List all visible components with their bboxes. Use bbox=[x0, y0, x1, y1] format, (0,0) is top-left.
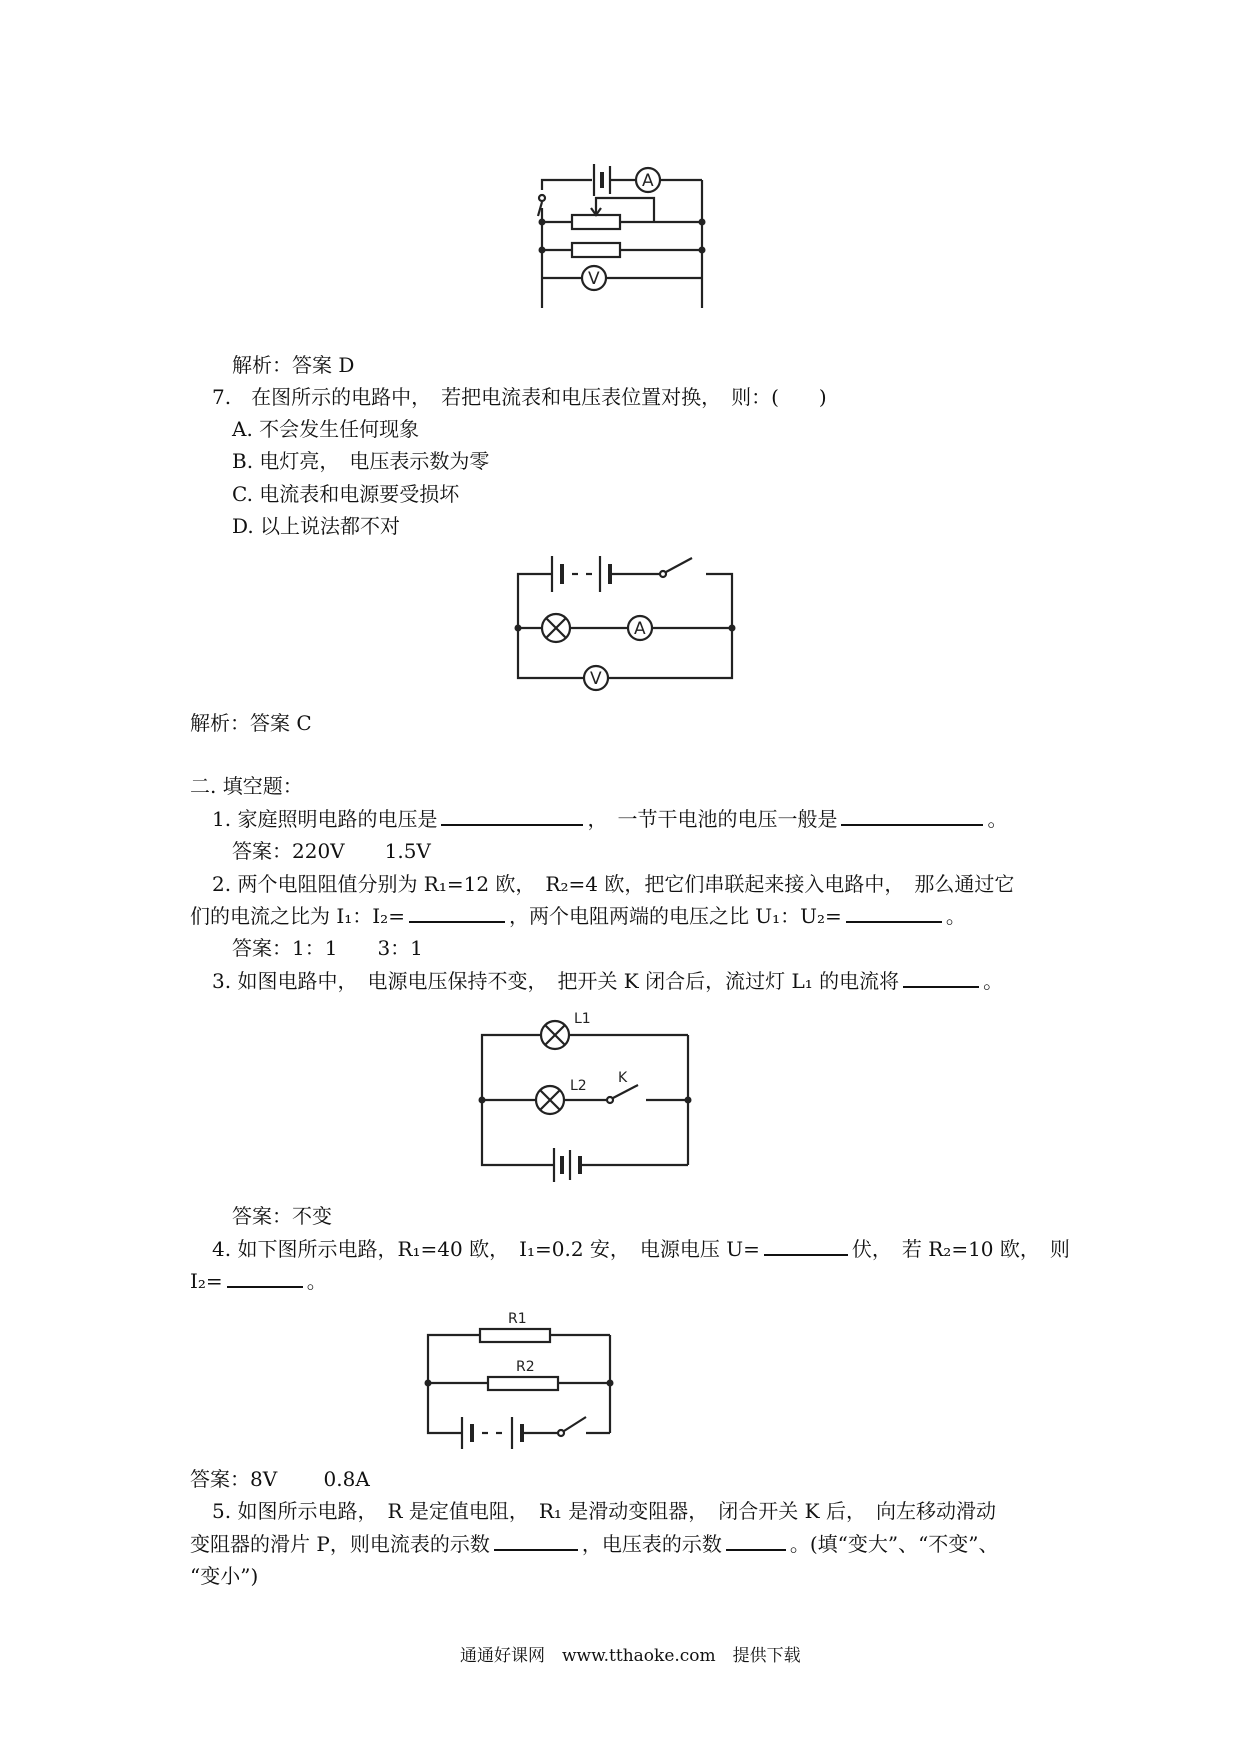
question-text: 3. 如图电路中， 电源电压保持不变， 把开关 K 闭合后，流过灯 L₁ 的电流将 bbox=[212, 969, 900, 993]
ammeter-label: A bbox=[634, 619, 646, 639]
junction bbox=[729, 625, 736, 632]
option-b: B. 电灯亮， 电压表示数为零 bbox=[232, 449, 490, 473]
switch-k-blade bbox=[613, 1085, 638, 1098]
fill-question-3 bbox=[212, 968, 1003, 994]
fill-question-5-line2 bbox=[190, 1531, 999, 1557]
question-text: 。 bbox=[983, 969, 1004, 993]
answer-line: 答案：8V 0.8A bbox=[190, 1467, 370, 1491]
question-text: 。 bbox=[306, 1269, 327, 1293]
voltmeter-label: V bbox=[590, 669, 602, 689]
fill-question-4-line2 bbox=[190, 1268, 327, 1294]
switch-contact bbox=[660, 571, 666, 577]
junction bbox=[515, 625, 522, 632]
switch-blade bbox=[666, 558, 692, 572]
question-text: 伏， 若 R₂=10 欧， 则 bbox=[851, 1237, 1070, 1261]
answer-blank[interactable] bbox=[841, 806, 983, 826]
question-text: 1. 家庭照明电路的电压是 bbox=[212, 807, 438, 831]
page-footer: 通通好课网 www.tthaoke.com 提供下载 bbox=[460, 1646, 801, 1666]
junction bbox=[539, 219, 546, 226]
fill-question-1 bbox=[212, 806, 1007, 832]
resistor-r2 bbox=[488, 1377, 558, 1390]
junction bbox=[699, 247, 706, 254]
junction bbox=[425, 1380, 432, 1387]
resistor-r2-label: R2 bbox=[516, 1359, 535, 1375]
junction bbox=[685, 1097, 692, 1104]
answer-blank[interactable] bbox=[227, 1268, 303, 1288]
question-text: ，电压表的示数 bbox=[581, 1532, 722, 1556]
section-heading: 二. 填空题： bbox=[190, 774, 303, 798]
rheostat-slider bbox=[596, 198, 654, 222]
switch-contact bbox=[558, 1430, 564, 1436]
circuit-figure-3 bbox=[470, 1010, 700, 1180]
option-d: D. 以上说法都不对 bbox=[232, 514, 401, 538]
voltmeter-label: V bbox=[588, 269, 600, 289]
resistor bbox=[572, 243, 620, 257]
junction bbox=[479, 1097, 486, 1104]
answer-line: 答案：1：1 3：1 bbox=[232, 936, 423, 960]
junction bbox=[699, 219, 706, 226]
wire bbox=[542, 180, 592, 190]
option-a: A. 不会发生任何现象 bbox=[232, 417, 420, 441]
circuit-figure-2 bbox=[510, 548, 750, 688]
fill-question-4-line1 bbox=[212, 1236, 1070, 1262]
analysis-line: 解析：答案 D bbox=[232, 353, 355, 377]
answer-blank[interactable] bbox=[903, 968, 979, 988]
analysis-line: 解析：答案 C bbox=[190, 711, 312, 735]
wire bbox=[518, 574, 732, 678]
answer-blank[interactable] bbox=[726, 1531, 786, 1551]
switch-blade bbox=[564, 1417, 586, 1431]
question-text: ， 一节干电池的电压一般是 bbox=[587, 807, 838, 831]
question-text: I₂= bbox=[190, 1269, 223, 1293]
answer-blank[interactable] bbox=[846, 903, 942, 923]
fill-question-5-line3: “变小”) bbox=[190, 1564, 259, 1588]
fill-question-5-line1: 5. 如图所示电路， R 是定值电阻， R₁ 是滑动变阻器， 闭合开关 K 后， 向左移动滑动 bbox=[212, 1499, 996, 1523]
question-text: 们的电流之比为 I₁：I₂= bbox=[190, 904, 405, 928]
answer-blank[interactable] bbox=[764, 1236, 848, 1256]
fill-question-2-line2 bbox=[190, 903, 966, 929]
question-text: 4. 如下图所示电路，R₁=40 欧， I₁=0.2 安， 电源电压 U= bbox=[212, 1237, 760, 1261]
lamp-l1-label: L1 bbox=[574, 1011, 591, 1027]
question-text: 变阻器的滑片 P，则电流表的示数 bbox=[190, 1532, 490, 1556]
question-text: 。(填“变大”、“不变”、 bbox=[789, 1532, 999, 1556]
rheostat bbox=[572, 215, 620, 229]
question-7-stem: 7. 在图所示的电路中， 若把电流表和电压表位置对换， 则：( ) bbox=[212, 385, 827, 409]
answer-blank[interactable] bbox=[409, 903, 505, 923]
question-text: ，两个电阻两端的电压之比 U₁：U₂= bbox=[508, 904, 842, 928]
switch-contact bbox=[539, 195, 545, 201]
switch-k-label: K bbox=[618, 1070, 628, 1086]
question-text: 。 bbox=[945, 904, 966, 928]
circuit-figure-1 bbox=[530, 160, 720, 320]
option-c: C. 电流表和电源要受损坏 bbox=[232, 482, 460, 506]
ammeter-label: A bbox=[642, 171, 654, 191]
switch-contact bbox=[607, 1097, 613, 1103]
answer-line: 答案：不变 bbox=[232, 1204, 332, 1228]
junction bbox=[607, 1380, 614, 1387]
answer-blank[interactable] bbox=[441, 806, 583, 826]
answer-blank[interactable] bbox=[494, 1531, 578, 1551]
resistor-r1 bbox=[480, 1329, 550, 1342]
fill-question-2-line1: 2. 两个电阻阻值分别为 R₁=12 欧， R₂=4 欧，把它们串联起来接入电路中， 那么通过它 bbox=[212, 872, 1015, 896]
lamp-l2-label: L2 bbox=[570, 1078, 587, 1094]
junction bbox=[539, 247, 546, 254]
resistor-r1-label: R1 bbox=[508, 1311, 527, 1327]
circuit-figure-4 bbox=[420, 1305, 620, 1450]
question-text: 。 bbox=[987, 807, 1008, 831]
answer-line: 答案：220V 1.5V bbox=[232, 839, 431, 863]
